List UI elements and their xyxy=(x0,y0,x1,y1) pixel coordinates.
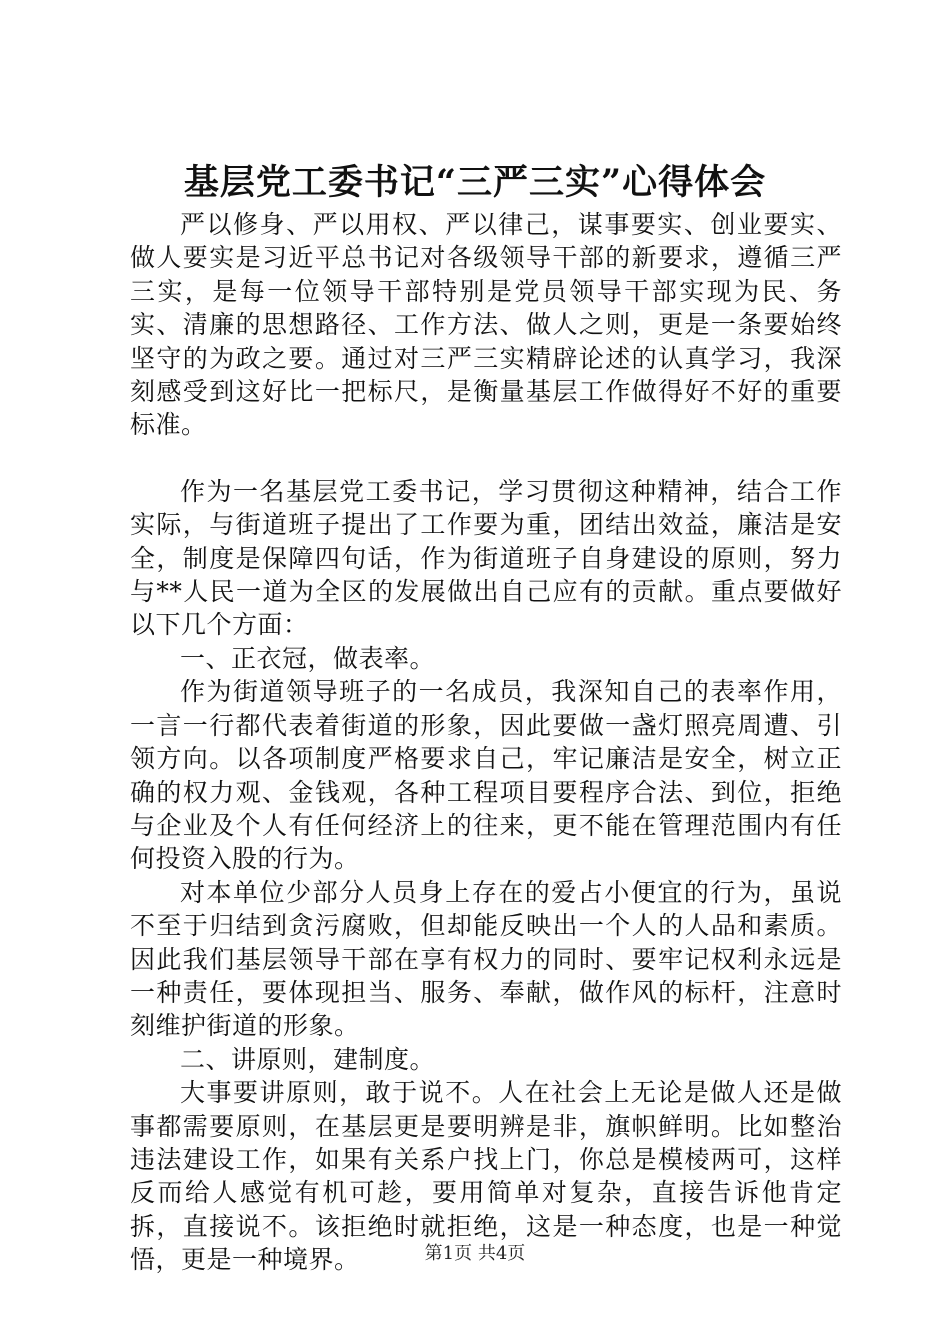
section-heading-1: 一、正衣冠，做表率。 xyxy=(180,643,436,673)
paragraph-section-2a: 大事要讲原则，敢于说不。人在社会上无论是做人还是做事都需要原则，在基层更是要明辨是非，旗帜鲜明。比如整治违法建设工作，如果有关系户找上门，你总是模棱两可，这样反而给人感觉有机可趁，要用简单对复杂，直接告诉他肯定拆，直接说不。该拒绝时就拒绝，这是一种态度，也是一种觉悟，更是一种境界。 xyxy=(130,1078,842,1275)
document-body xyxy=(130,208,842,1277)
paragraph-section-1a: 作为街道领导班子的一名成员，我深知自己的表率作用，一言一行都代表着街道的形象，因此要做一盏灯照亮周遭、引领方向。以各项制度严格要求自己，牢记廉洁是安全，树立正确的权力观、金钱观，各种工程项目要程序合法、到位，拒绝与企业及个人有任何经济上的往来，更不能在管理范围内有任何投资入股的行为。 xyxy=(130,677,842,874)
paragraph-intro: 严以修身、严以用权、严以律己，谋事要实、创业要实、做人要实是习近平总书记对各级领导干部的新要求，遵循三严三实，是每一位领导干部特别是党员领导干部实现为民、务实、清廉的思想路径、工作方法、做人之则，更是一条要始终坚守的为政之要。通过对三严三实精辟论述的认真学习，我深刻感受到这好比一把标尺，是衡量基层工作做得好不好的重要标准。 xyxy=(130,210,842,440)
paragraph-overview: 作为一名基层党工委书记，学习贯彻这种精神，结合工作实际，与街道班子提出了工作要为重，团结出效益，廉洁是安全，制度是保障四句话，作为街道班子自身建设的原则，努力与**人民一道为全区的发展做出自己应有的贡献。重点要做好以下几个方面： xyxy=(130,476,842,640)
paragraph-section-1b: 对本单位少部分人员身上存在的爱占小便宜的行为，虽说不至于归结到贪污腐败，但却能反映出一个人的人品和素质。因此我们基层领导干部在享有权力的同时、要牢记权利永远是一种责任，要体现担当、服务、奉献，做作风的标杆，注意时刻维护街道的形象。 xyxy=(130,877,842,1041)
document-title: 基层党工委书记“三严三实”心得体会 xyxy=(183,162,767,203)
page-number-footer: 第1页 共4页 xyxy=(424,1243,526,1264)
section-heading-2: 二、讲原则，建制度。 xyxy=(180,1044,436,1074)
